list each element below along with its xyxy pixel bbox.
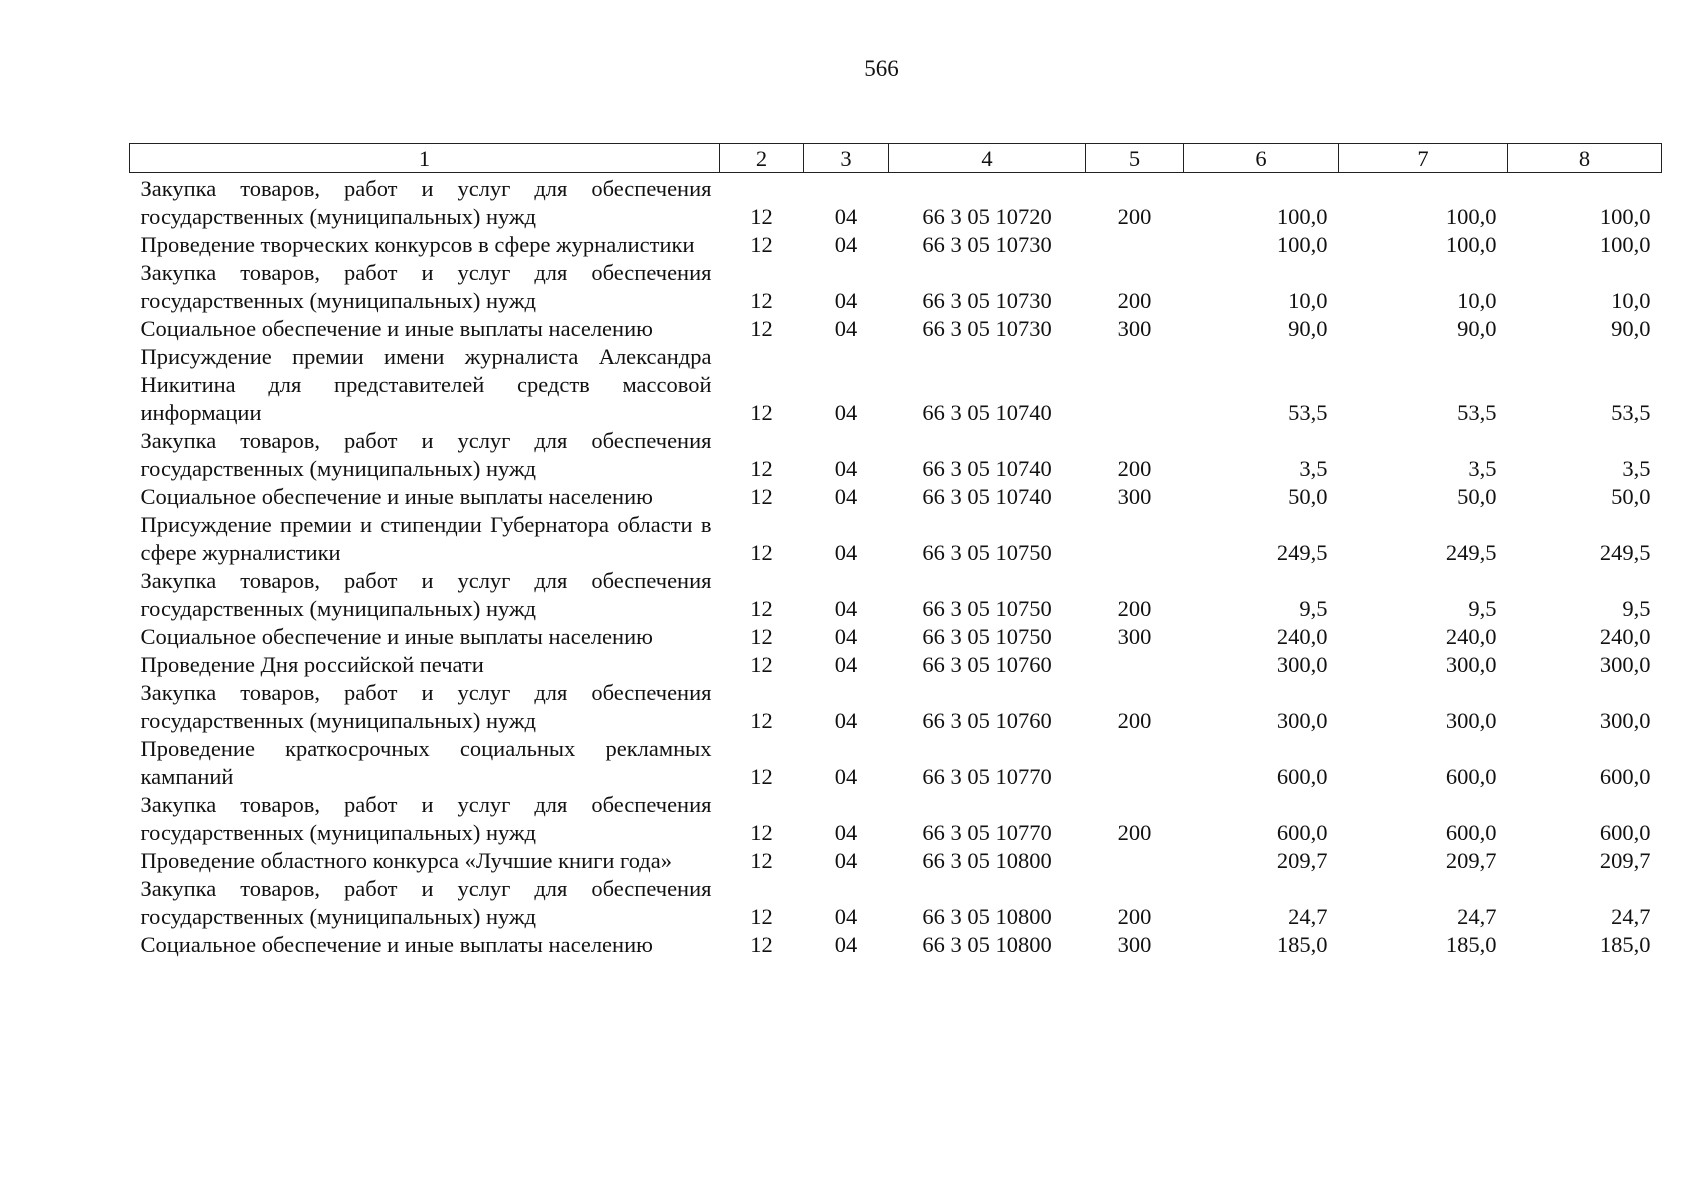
cell-amount-year-3: 240,0 [1599,624,1651,649]
cell-amount-year-2: 100,0 [1445,232,1497,257]
cell-section: 12 [750,820,773,845]
cell-description: Закупка товаров, работ и услуг для обеспечения государственных (муниципальных) нужд [140,568,712,621]
cell-subsection: 04 [834,456,858,481]
cell-target-article: 66 3 05 10770 [922,820,1052,845]
header-cell-4: 4 [889,144,1086,173]
cell-amount-year-3: 300,0 [1599,708,1651,733]
table-row [130,623,1662,651]
cell-description: Социальное обеспечение и иные выплаты населению [140,932,653,957]
cell-section: 12 [750,400,773,425]
table-row [130,679,1662,735]
cell-subsection: 04 [834,484,858,509]
cell-amount-year-3: 53,5 [1611,400,1651,425]
cell-amount-year-3: 185,0 [1599,932,1651,957]
cell-amount-year-2: 240,0 [1445,624,1497,649]
cell-amount-year-1: 185,0 [1276,932,1328,957]
cell-amount-year-3: 24,7 [1611,904,1651,929]
cell-target-article: 66 3 05 10800 [922,848,1052,873]
cell-amount-year-1: 300,0 [1276,708,1328,733]
cell-amount-year-2: 249,5 [1445,540,1497,565]
cell-amount-year-3: 100,0 [1599,232,1651,257]
cell-section: 12 [750,456,773,481]
cell-amount-year-2: 600,0 [1445,820,1497,845]
cell-amount-year-2: 90,0 [1457,316,1497,341]
cell-target-article: 66 3 05 10740 [922,400,1052,425]
cell-description: Закупка товаров, работ и услуг для обеспечения государственных (муниципальных) нужд [140,792,712,845]
cell-expense-type: 300 [1117,484,1152,509]
cell-amount-year-2: 100,0 [1445,204,1497,229]
cell-description: Проведение творческих конкурсов в сфере журналистики [140,232,695,257]
cell-subsection: 04 [834,820,858,845]
table-row [130,791,1662,847]
cell-amount-year-3: 9,5 [1622,596,1651,621]
cell-subsection: 04 [834,400,858,425]
cell-target-article: 66 3 05 10740 [922,456,1052,481]
cell-target-article: 66 3 05 10760 [922,708,1052,733]
cell-description: Закупка товаров, работ и услуг для обеспечения государственных (муниципальных) нужд [140,876,712,929]
cell-amount-year-3: 249,5 [1599,540,1651,565]
cell-section: 12 [750,904,773,929]
cell-expense-type: 200 [1117,596,1152,621]
cell-section: 12 [750,652,773,677]
cell-expense-type: 200 [1117,204,1152,229]
table-row [130,173,1662,232]
cell-amount-year-3: 600,0 [1599,764,1651,789]
cell-subsection: 04 [834,652,858,677]
cell-amount-year-1: 209,7 [1276,848,1328,873]
cell-amount-year-3: 209,7 [1599,848,1651,873]
cell-amount-year-2: 300,0 [1445,708,1497,733]
cell-section: 12 [750,764,773,789]
cell-expense-type: 200 [1117,288,1152,313]
cell-target-article: 66 3 05 10750 [922,596,1052,621]
table-row [130,427,1662,483]
header-cell-2: 2 [720,144,804,173]
cell-section: 12 [750,596,773,621]
cell-description: Закупка товаров, работ и услуг для обеспечения государственных (муниципальных) нужд [140,680,712,733]
table-row [130,315,1662,343]
cell-expense-type: 200 [1117,820,1152,845]
cell-target-article: 66 3 05 10800 [922,932,1052,957]
table-row [130,875,1662,931]
cell-section: 12 [750,932,773,957]
cell-description: Присуждение премии и стипендии Губернатора области в сфере журналистики [140,512,712,565]
cell-expense-type: 200 [1117,708,1152,733]
cell-expense-type: 300 [1117,316,1152,341]
cell-target-article: 66 3 05 10770 [922,764,1052,789]
cell-description: Закупка товаров, работ и услуг для обеспечения государственных (муниципальных) нужд [140,428,712,481]
cell-amount-year-2: 3,5 [1468,456,1497,481]
cell-subsection: 04 [834,596,858,621]
cell-description: Социальное обеспечение и иные выплаты населению [140,624,653,649]
cell-expense-type [1086,651,1184,679]
cell-section: 12 [750,288,773,313]
cell-amount-year-1: 100,0 [1276,204,1328,229]
cell-amount-year-1: 53,5 [1288,400,1328,425]
cell-expense-type: 300 [1117,624,1152,649]
table-row [130,259,1662,315]
table-row [130,567,1662,623]
cell-subsection: 04 [834,540,858,565]
cell-description: Социальное обеспечение и иные выплаты населению [140,316,653,341]
cell-subsection: 04 [834,288,858,313]
cell-subsection: 04 [834,904,858,929]
cell-section: 12 [750,540,773,565]
cell-target-article: 66 3 05 10740 [922,484,1052,509]
cell-amount-year-2: 53,5 [1457,400,1497,425]
cell-section: 12 [750,848,773,873]
cell-amount-year-3: 600,0 [1599,820,1651,845]
table-row [130,847,1662,875]
cell-expense-type: 300 [1117,932,1152,957]
cell-amount-year-1: 600,0 [1276,764,1328,789]
cell-subsection: 04 [834,204,858,229]
cell-amount-year-2: 24,7 [1457,904,1497,929]
cell-section: 12 [750,708,773,733]
cell-expense-type: 200 [1117,904,1152,929]
cell-subsection: 04 [834,764,858,789]
cell-description: Проведение краткосрочных социальных рекламных кампаний [140,736,712,789]
cell-target-article: 66 3 05 10750 [922,624,1052,649]
cell-section: 12 [750,316,773,341]
cell-target-article: 66 3 05 10800 [922,904,1052,929]
cell-expense-type [1086,735,1184,791]
cell-amount-year-1: 50,0 [1288,484,1328,509]
header-cell-5: 5 [1086,144,1184,173]
table-row [130,931,1662,959]
cell-amount-year-3: 90,0 [1611,316,1651,341]
cell-amount-year-2: 300,0 [1445,652,1497,677]
cell-expense-type [1086,847,1184,875]
table-row [130,343,1662,427]
cell-expense-type [1086,343,1184,427]
cell-amount-year-1: 600,0 [1276,820,1328,845]
cell-amount-year-1: 100,0 [1276,232,1328,257]
page-number: 566 [864,56,899,81]
cell-expense-type [1086,511,1184,567]
cell-target-article: 66 3 05 10730 [922,316,1052,341]
cell-amount-year-1: 9,5 [1299,596,1328,621]
cell-description: Проведение Дня российской печати [140,652,484,677]
cell-subsection: 04 [834,708,858,733]
cell-amount-year-2: 600,0 [1445,764,1497,789]
cell-subsection: 04 [834,624,858,649]
cell-description: Закупка товаров, работ и услуг для обеспечения государственных (муниципальных) нужд [140,260,712,313]
table-row [130,511,1662,567]
cell-description: Проведение областного конкурса «Лучшие книги года» [140,848,672,873]
cell-amount-year-1: 249,5 [1276,540,1328,565]
cell-amount-year-3: 3,5 [1622,456,1651,481]
cell-amount-year-2: 10,0 [1457,288,1497,313]
cell-subsection: 04 [834,848,858,873]
cell-amount-year-3: 50,0 [1611,484,1651,509]
cell-amount-year-3: 300,0 [1599,652,1651,677]
cell-subsection: 04 [834,232,858,257]
cell-expense-type: 200 [1117,456,1152,481]
cell-amount-year-1: 300,0 [1276,652,1328,677]
cell-description: Закупка товаров, работ и услуг для обеспечения государственных (муниципальных) нужд [140,176,712,229]
cell-target-article: 66 3 05 10760 [922,652,1052,677]
cell-section: 12 [750,232,773,257]
table-body [130,173,1662,960]
cell-target-article: 66 3 05 10720 [922,204,1052,229]
cell-amount-year-3: 100,0 [1599,204,1651,229]
header-cell-6: 6 [1184,144,1339,173]
table-row [130,735,1662,791]
header-cell-1: 1 [130,144,720,173]
cell-amount-year-2: 185,0 [1445,932,1497,957]
table-row [130,231,1662,259]
cell-target-article: 66 3 05 10750 [922,540,1052,565]
cell-amount-year-1: 24,7 [1288,904,1328,929]
header-row [130,144,1662,173]
header-cell-3: 3 [804,144,889,173]
cell-amount-year-1: 3,5 [1299,456,1328,481]
table-row [130,483,1662,511]
cell-target-article: 66 3 05 10730 [922,288,1052,313]
cell-subsection: 04 [834,932,858,957]
cell-description: Присуждение премии имени журналиста Александра Никитина для представителей средств массовой информации [140,344,712,425]
header-cell-8: 8 [1508,144,1662,173]
table-row [130,651,1662,679]
header-cell-7: 7 [1339,144,1508,173]
cell-section: 12 [750,624,773,649]
cell-amount-year-2: 9,5 [1468,596,1497,621]
cell-section: 12 [750,484,773,509]
cell-expense-type [1086,231,1184,259]
cell-amount-year-1: 90,0 [1288,316,1328,341]
cell-amount-year-1: 10,0 [1288,288,1328,313]
cell-section: 12 [750,204,773,229]
cell-amount-year-1: 240,0 [1276,624,1328,649]
cell-subsection: 04 [834,316,858,341]
budget-table [129,143,1662,959]
cell-amount-year-2: 209,7 [1445,848,1497,873]
cell-amount-year-2: 50,0 [1457,484,1497,509]
cell-amount-year-3: 10,0 [1611,288,1651,313]
cell-target-article: 66 3 05 10730 [922,232,1052,257]
cell-description: Социальное обеспечение и иные выплаты населению [140,484,653,509]
